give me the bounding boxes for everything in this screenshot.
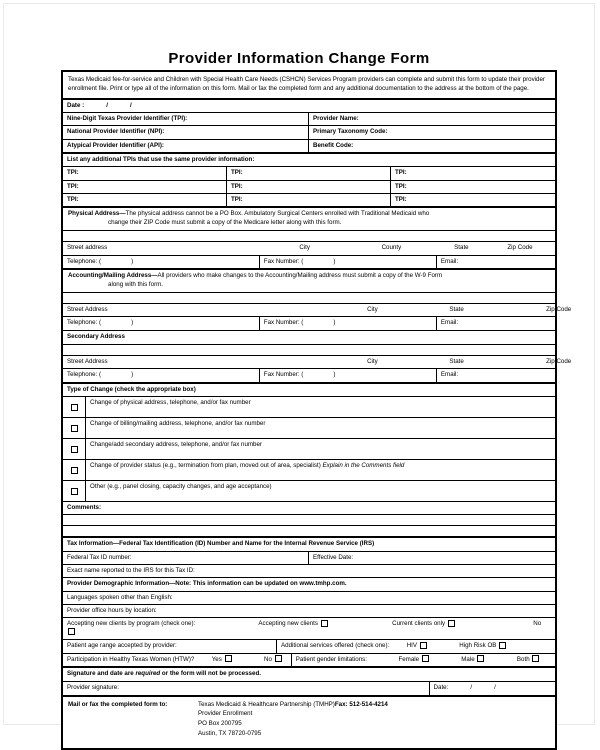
tpi-row-1[interactable]: [63, 167, 555, 180]
intro-row: [63, 72, 555, 100]
federal-tax-id-field[interactable]: Federal Tax ID number:: [63, 552, 309, 564]
services-option-2-label: High Risk OB: [459, 642, 497, 650]
accounting-contact-row[interactable]: [63, 317, 555, 330]
type-of-change-option-row[interactable]: [63, 481, 555, 502]
mailing-address: [198, 700, 335, 738]
htw-yes-label: Yes: [211, 656, 222, 664]
physical-address-banner: [63, 208, 434, 230]
signature-date-slash-2: /: [494, 683, 496, 691]
physical-fax-paren: ): [333, 257, 336, 265]
street-label: Street address: [67, 244, 108, 252]
accepting-clients-group: [63, 618, 555, 639]
additional-services-label: Additional services offered (check one):: [281, 642, 390, 650]
checkbox-icon[interactable]: [532, 655, 539, 662]
secondary-email-field[interactable]: Email:: [440, 371, 459, 379]
identifier-row-api[interactable]: [63, 140, 555, 154]
accepting-option-1-label: Accepting new clients: [258, 620, 318, 628]
state-label: State: [449, 306, 464, 314]
gender-option-3-label: Both: [516, 656, 530, 664]
date-field[interactable]: [63, 100, 555, 112]
physical-fax-field[interactable]: [260, 256, 437, 268]
physical-telephone-field[interactable]: [63, 256, 260, 268]
accounting-address-banner-row: [63, 270, 555, 293]
tpi-cell[interactable]: TPI:: [227, 194, 391, 206]
secondary-address-heading: Secondary Address: [67, 332, 125, 340]
mailing-city-state-zip: Austin, TX 78720-0795: [198, 729, 262, 737]
mailing-org: Texas Medicaid & Healthcare Partnership (TMHP): [198, 700, 335, 708]
option-italic-note: Explain in the Comments field: [322, 461, 405, 469]
signature-notice-row: [63, 668, 555, 681]
checkbox-cell[interactable]: [63, 439, 86, 459]
mailing-dept: Provider Enrollment: [198, 710, 253, 718]
additional-tpi-heading-row: [63, 154, 555, 167]
htw-label: Participation in Healthy Texas Women (HTW)?: [67, 656, 195, 664]
accounting-address-input[interactable]: [63, 293, 555, 303]
tpi-cell[interactable]: TPI:: [63, 181, 227, 193]
languages-row[interactable]: [63, 592, 555, 605]
age-range-services-row[interactable]: [63, 640, 555, 654]
checkbox-icon[interactable]: [499, 642, 506, 649]
secondary-address-heading-row: [63, 331, 555, 345]
accounting-address-labels: [63, 304, 572, 316]
type-of-change-heading-row: [63, 384, 555, 397]
accounting-telephone-paren: ): [131, 319, 134, 327]
mailing-instructions: [63, 697, 450, 748]
checkbox-icon[interactable]: [275, 655, 282, 662]
accounting-address-banner-bold: Accounting/Mailing Address—: [68, 272, 158, 280]
accepting-clients-label: Accepting new clients by program (check one):: [67, 620, 196, 628]
physical-address-input[interactable]: [63, 231, 555, 241]
accounting-fax-field[interactable]: [260, 317, 437, 329]
checkbox-cell[interactable]: [63, 397, 86, 417]
gender-option-1-label: Female: [398, 656, 420, 664]
checkbox-icon[interactable]: [71, 425, 78, 432]
accounting-address-input-row[interactable]: [63, 293, 555, 304]
identifier-row-npi[interactable]: [63, 126, 555, 139]
accounting-telephone-label: Telephone: (: [67, 319, 102, 327]
age-range-field[interactable]: Patient age range accepted by provider:: [63, 640, 277, 653]
physical-telephone-label: Telephone: (: [67, 257, 102, 265]
languages-field[interactable]: Languages spoken other than English:: [67, 593, 173, 601]
physical-telephone-paren: ): [131, 257, 134, 265]
identifier-row-tpi[interactable]: [63, 113, 555, 126]
accounting-address-banner-text2: along with this form.: [108, 281, 164, 289]
benefit-code-field[interactable]: Benefit Code:: [313, 141, 354, 149]
comments-input[interactable]: [63, 526, 555, 536]
type-of-change-heading: Type of Change (check the appropriate box): [67, 385, 196, 393]
exact-name-row[interactable]: [63, 565, 555, 578]
provider-change-form: [61, 70, 572, 750]
mail-or-fax-label: Mail or fax the completed form to:: [68, 700, 168, 708]
primary-taxonomy-field[interactable]: Primary Taxonomy Code:: [313, 128, 388, 136]
date-slash-2: /: [129, 101, 132, 109]
comments-input-row-2[interactable]: [63, 526, 555, 538]
physical-address-labels: [63, 242, 555, 254]
tpi-cell[interactable]: TPI:: [63, 194, 227, 206]
checkbox-icon[interactable]: [71, 488, 78, 495]
demographic-heading: Provider Demographic Information—Note: This information can be updated on www.tmhp.com.: [67, 580, 347, 588]
accepting-option-3-label: No: [533, 620, 542, 628]
signature-notice-post: or the form will not be processed.: [160, 670, 261, 678]
county-label: County: [381, 244, 402, 252]
tax-information-heading: Tax Information—Federal Tax Identification (ID) Number and Name for the Internal Revenue Service (IRS): [67, 540, 375, 548]
page-canvas: [3, 3, 595, 737]
checkbox-icon[interactable]: [448, 620, 455, 627]
city-label: City: [299, 244, 310, 252]
secondary-fax-label: Fax Number: (: [263, 371, 304, 379]
checkbox-icon[interactable]: [71, 467, 78, 474]
street-label: Street Address: [67, 306, 108, 314]
option-text: Change of provider status (e.g., termination from plan, moved out of area, specialist): [90, 461, 323, 469]
secondary-telephone-paren: ): [131, 371, 134, 379]
physical-address-input-row[interactable]: [63, 231, 555, 242]
checkbox-icon[interactable]: [71, 404, 78, 411]
state-label: State: [454, 244, 469, 252]
type-of-change-option-label: Change of physical address, telephone, and/or fax number: [90, 398, 251, 406]
type-of-change-option-label: [86, 460, 555, 480]
accounting-fax-paren: ): [333, 319, 336, 327]
htw-group: [63, 654, 292, 667]
exact-name-field[interactable]: Exact name reported to the IRS for this Tax ID:: [67, 567, 195, 574]
provider-signature-field[interactable]: Provider signature:: [63, 682, 430, 695]
footer-row: [63, 697, 555, 748]
checkbox-icon[interactable]: [422, 655, 429, 662]
type-of-change-option-row[interactable]: [63, 397, 555, 418]
physical-fax-label: Fax Number: (: [263, 257, 304, 265]
type-of-change-option-row[interactable]: [63, 460, 555, 481]
checkbox-cell[interactable]: [63, 481, 86, 501]
htw-gender-row[interactable]: [63, 654, 555, 669]
additional-tpi-heading: List any additional TPIs that use the same provider information:: [67, 156, 255, 164]
signature-date-slash-1: /: [470, 683, 473, 691]
footer-fax: Fax: 512-514-4214: [334, 700, 388, 708]
tpi-cell[interactable]: TPI:: [394, 169, 407, 177]
comments-input[interactable]: [63, 515, 555, 525]
accounting-telephone-field[interactable]: [63, 317, 260, 329]
state-label: State: [449, 357, 464, 365]
signature-date-label: Date:: [433, 683, 449, 691]
date-label: Date :: [67, 101, 85, 109]
physical-email-field[interactable]: Email:: [440, 257, 459, 265]
demographic-heading-row: [63, 578, 555, 591]
tpi-cell[interactable]: TPI:: [394, 196, 407, 204]
secondary-address-labels-row: [63, 356, 572, 369]
physical-address-labels-row: [63, 242, 555, 255]
secondary-address-input[interactable]: [63, 345, 555, 355]
physical-address-banner-text2: change their ZIP Code must submit a copy of the Medicare letter along with this form.: [108, 219, 342, 227]
checkbox-icon[interactable]: [68, 628, 75, 635]
secondary-telephone-label: Telephone: (: [67, 371, 102, 379]
tpi-row-3[interactable]: [63, 194, 555, 208]
tpi-row-2[interactable]: [63, 181, 555, 194]
npi-field[interactable]: National Provider Identifier (NPI):: [63, 126, 309, 138]
secondary-fax-paren: ): [333, 371, 336, 379]
services-option-1-label: HIV: [406, 642, 418, 650]
gender-limitations-label: Patient gender limitations:: [295, 656, 367, 664]
gender-limitations-group: [292, 654, 555, 667]
accounting-address-labels-row: [63, 304, 572, 317]
office-hours-row[interactable]: [63, 605, 555, 618]
city-label: City: [367, 357, 378, 365]
type-of-change-option-label: Change of billing/mailing address, telephone, and/or fax number: [90, 419, 266, 427]
secondary-address-labels: [63, 356, 572, 368]
checkbox-icon[interactable]: [321, 620, 328, 627]
effective-date-field[interactable]: Effective Date:: [313, 553, 354, 561]
tpi-field[interactable]: Nine-Digit Texas Provider Identifier (TPI):: [63, 113, 309, 125]
office-hours-field[interactable]: Provider office hours by location:: [67, 607, 157, 615]
accepting-clients-row[interactable]: [63, 618, 555, 640]
secondary-telephone-field[interactable]: [63, 369, 260, 381]
provider-name-field[interactable]: Provider Name:: [313, 114, 359, 122]
city-label: City: [367, 306, 378, 314]
secondary-fax-field[interactable]: [260, 369, 437, 381]
intro-text: Texas Medicaid fee-for-service and Children with Special Health Care Needs (CSHCN) Services Program providers can complete and submit this form to update their provider enrollment file. Print or type all of the information on this form. Mail or fax the completed form and any additional documentation to the address at the bottom of the page.: [68, 76, 545, 93]
comments-heading-row: [63, 502, 555, 515]
checkbox-icon[interactable]: [477, 655, 484, 662]
physical-address-banner-text: The physical address cannot be a PO Box. Ambulatory Surgical Centers enrolled with Traditional Medicaid who: [125, 210, 430, 218]
type-of-change-option-row[interactable]: [63, 418, 555, 439]
accepting-option-2-label: Current clients only: [392, 620, 446, 628]
signature-notice: [63, 668, 555, 680]
secondary-contact-row[interactable]: [63, 369, 555, 383]
physical-contact-row[interactable]: [63, 256, 555, 270]
checkbox-icon[interactable]: [225, 655, 232, 662]
street-label: Street Address: [67, 357, 108, 365]
date-slash-1: /: [106, 101, 108, 109]
gender-option-2-label: Male: [461, 656, 475, 664]
checkbox-cell[interactable]: [63, 460, 86, 480]
page-title: Provider Information Change Form: [168, 50, 430, 67]
zip-label: Zip Code: [546, 357, 572, 365]
accounting-address-banner: [63, 270, 447, 292]
physical-address-banner-row: [63, 208, 555, 231]
checkbox-cell[interactable]: [63, 418, 86, 438]
accounting-fax-label: Fax Number: (: [263, 319, 304, 327]
signature-date-field[interactable]: [430, 682, 555, 695]
checkbox-icon[interactable]: [420, 642, 427, 649]
tax-id-row[interactable]: [63, 552, 555, 565]
signature-row[interactable]: [63, 682, 555, 697]
type-of-change-option-row[interactable]: [63, 439, 555, 460]
physical-address-banner-bold: Physical Address—: [68, 210, 126, 218]
date-row[interactable]: [63, 100, 555, 113]
zip-label: Zip Code: [507, 244, 533, 252]
tpi-cell[interactable]: TPI:: [63, 167, 227, 179]
comments-input-row-1[interactable]: [63, 515, 555, 526]
htw-no-label: No: [264, 656, 272, 664]
type-of-change-option-label: Other (e.g., panel closing, capacity changes, and age acceptance): [90, 482, 272, 490]
type-of-change-option-label: Change/add secondary address, telephone, and/or fax number: [90, 440, 262, 448]
accounting-address-banner-text: All providers who make changes to the Accounting/Mailing address must submit a copy of the W-9 Form: [157, 272, 443, 280]
mailing-po-box: PO Box 200795: [198, 720, 242, 728]
checkbox-icon[interactable]: [71, 446, 78, 453]
secondary-address-input-row[interactable]: [63, 345, 555, 356]
tpi-cell[interactable]: TPI:: [227, 181, 391, 193]
additional-services-group: [277, 640, 555, 653]
api-field[interactable]: Atypical Provider Identifier (API):: [63, 140, 309, 152]
zip-label: Zip Code: [546, 306, 572, 314]
tpi-cell[interactable]: TPI:: [227, 167, 391, 179]
comments-label: Comments:: [67, 503, 102, 511]
tpi-cell[interactable]: TPI:: [394, 182, 407, 190]
signature-notice-pre: Signature and date are: [67, 670, 136, 678]
tax-information-heading-row: [63, 538, 555, 551]
signature-notice-italic: required: [135, 670, 161, 678]
accounting-email-field[interactable]: Email:: [440, 319, 459, 327]
